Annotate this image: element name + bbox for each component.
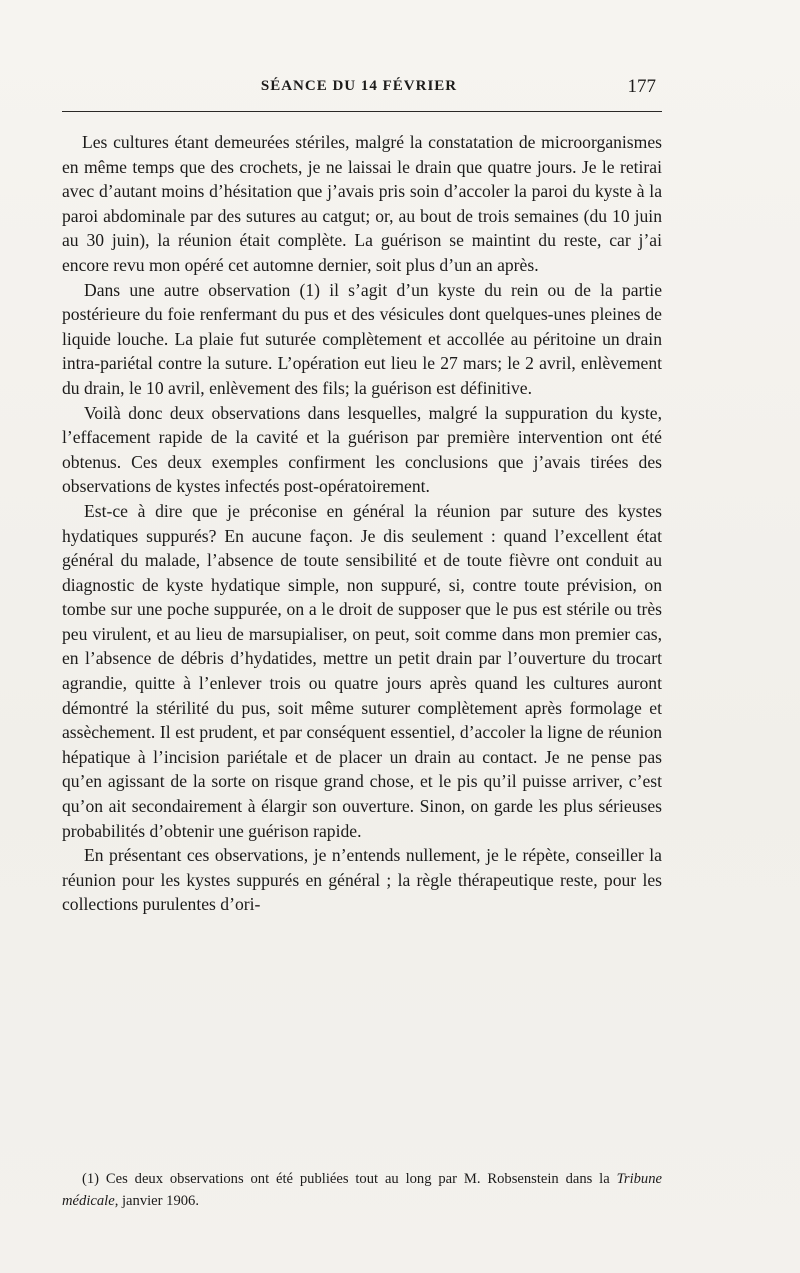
footnote [62, 1168, 662, 1212]
paragraph: En présentant ces observations, je n’entends nullement, je le répète, conseiller la réunion pour les kystes suppurés en général ; la règle thérapeutique reste, pour les collections purulentes d’ori- [62, 845, 662, 915]
paragraph: Voilà donc deux observations dans lesquelles, malgré la suppuration du kyste, l’effacement rapide de la cavité et la guérison par première intervention ont été obtenus. Ces deux exemples confirment les conclusions que j’avais tirées des observations de kystes infectés post-opératoirement. [62, 402, 662, 497]
running-title: SÉANCE DU 14 FÉVRIER [260, 78, 458, 94]
footnote-text-before: Ces deux observations ont été publiées tout au long par M. Robsenstein dans la [105, 1171, 610, 1187]
header-rule [62, 111, 662, 112]
page-header [62, 76, 656, 102]
footnote-text-after: , janvier 1906. [114, 1193, 199, 1209]
footnotes [62, 1168, 662, 1212]
page-number: 177 [627, 76, 656, 97]
paragraph: Est-ce à dire que je préconise en général la réunion par suture des kystes hydatiques suppurés? En aucune façon. Je dis seulement : quand l’excellent état général du malade, l’absence de toute sensibilité et de toute fièvre ont conduit au diagnostic de kyste hydatique simple, non suppuré, si, contre toute prévision, on tombe sur une poche suppurée, on a le droit de supposer que le pus est stérile ou très peu virulent, et au lieu de marsupialiser, on peut, soit comme dans mon premier cas, en l’absence de débris d’hydatides, mettre un petit drain par l’ouverture du trocart agrandie, quitte à l’enlever trois ou quatre jours après quand les cultures auront démontré la stérilité du pus, soit même suturer complètement après formolage et assèchement. Il est prudent, et par conséquent essentiel, d’accoler la ligne de réunion hépatique à l’incision pariétale et de placer un drain au contact. Je ne pense pas qu’en agissant de la sorte on risque grand chose, et le pis qu’il puisse arriver, c’est qu’on ait secondairement à élargir son ouverture. Sinon, on garde les plus sérieuses probabilités d’obtenir une guérison rapide. [62, 500, 662, 841]
footnote-journal-title: Tribune médicale [62, 1171, 663, 1209]
footnote-marker: (1) [82, 1171, 100, 1187]
paragraph: Les cultures étant demeurées stériles, malgré la constatation de microorganismes en même temps que des crochets, je ne laissai le drain que quatre jours. Je le retirai avec d’autant moins d’hésitation que j’avais pris soin d’accoler la paroi du kyste à la paroi abdominale par des sutures au catgut; or, au bout de trois semaines (du 10 juin au 30 juin), la réunion était complète. La guérison se maintint du reste, car j’ai encore revu mon opéré cet automne dernier, soit plus d’un an après. [62, 132, 662, 275]
paragraph: Dans une autre observation (1) il s’agit d’un kyste du rein ou de la partie postérieure du foie renfermant du pus et des vésicules dont quelques-unes pleines de liquide louche. La plaie fut suturée complètement et accollée au péritoine un drain intra-pariétal contre la suture. L’opération eut lieu le 27 mars; le 2 avril, enlèvement du drain, le 10 avril, enlèvement des fils; la guérison est définitive. [62, 279, 662, 398]
body-text [62, 130, 662, 917]
